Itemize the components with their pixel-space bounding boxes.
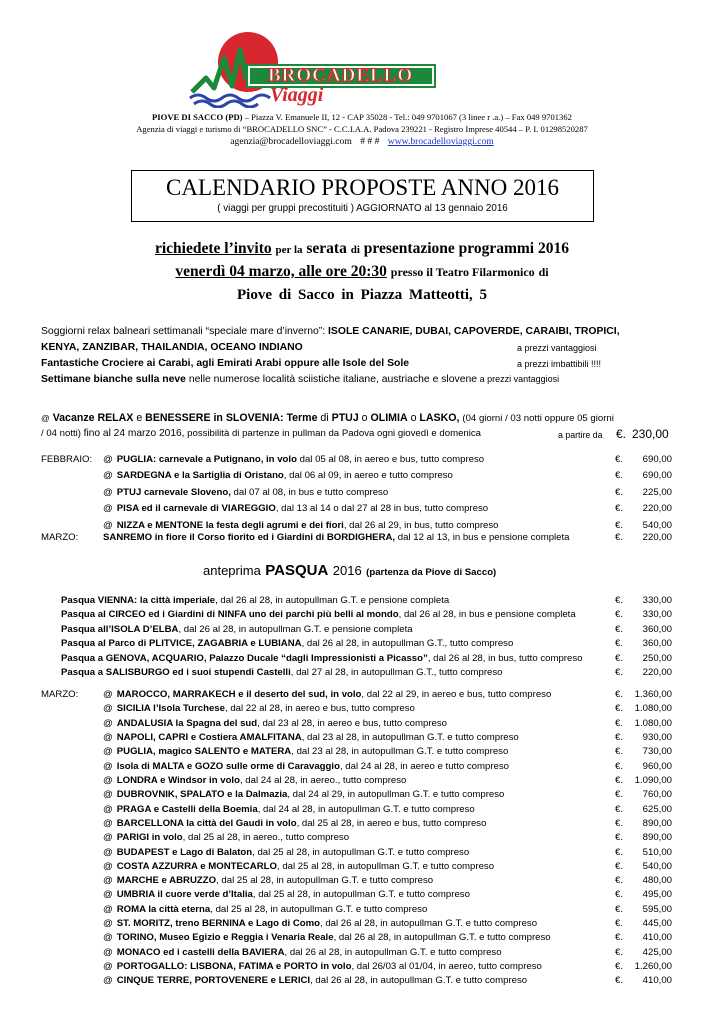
item-price: 410,00 (642, 932, 672, 944)
item-text (103, 874, 433, 887)
item-price: 1.260,00 (634, 961, 672, 973)
item-text (61, 594, 449, 607)
item-title: TORINO, Museo Egizio e Reggia i Venaria Reale (116, 932, 334, 944)
invite-small-3: di (538, 265, 549, 279)
item-price: 360,00 (642, 638, 672, 650)
list-item (0, 831, 724, 844)
euro-sign: €. (615, 519, 624, 531)
item-details: , dal 23 al 28, in aereo e bus, tutto compreso (257, 717, 447, 729)
at-icon: @ (103, 961, 113, 973)
item-price: 250,00 (642, 652, 672, 664)
item-price: 495,00 (642, 889, 672, 901)
at-icon: @ (103, 703, 113, 715)
item-price: 480,00 (642, 875, 672, 887)
item-price: 730,00 (642, 746, 672, 758)
at-icon: @ (41, 413, 50, 423)
list-item (0, 960, 724, 973)
item-details: , dal 24 al 28, in autopullman G.T. e tutto compreso (257, 803, 475, 815)
address-line (0, 112, 724, 122)
at-icon: @ (103, 803, 113, 815)
logo-brand-top: BROCADELLO (268, 65, 414, 86)
item-price: 890,00 (642, 817, 672, 829)
title-box (131, 170, 594, 222)
item-text (61, 623, 413, 636)
item-price: 690,00 (642, 454, 672, 465)
intro-line-3-note: a prezzi imbattibili !!!! (517, 359, 602, 369)
slovenia-di: di (320, 412, 329, 424)
list-item (0, 502, 724, 515)
list-item (0, 486, 724, 499)
invite-venue: presso il Teatro Filarmonico (390, 265, 535, 279)
mar1-rest: dal 12 al 13, in bus e pensione completa (395, 532, 570, 543)
item-title: BUDAPEST e Lago di Balaton (116, 846, 253, 858)
euro-sign: €. (615, 946, 624, 958)
at-icon: @ (103, 470, 113, 482)
intro-line-1 (41, 326, 620, 337)
intro-line-2-note: a prezzi vantaggiosi (517, 343, 597, 353)
page-subtitle: ( viaggi per gruppi precostituiti ) AGGIORNATO al 13 gennaio 2016 (217, 203, 508, 214)
item-details: , dal 22 al 29, in aereo e bus, tutto compreso (361, 689, 552, 700)
invite-line-3: Piove di Sacco in Piazza Matteotti, 5 (236, 287, 488, 303)
item-title: Pasqua a GENOVA, ACQUARIO, Palazzo Ducale “dagli Impressionisti a Picasso” (61, 652, 428, 664)
slovenia-o2: o (410, 412, 417, 424)
item-details: , dal 25 al 28, in aereo e bus, tutto compreso (296, 817, 487, 829)
item-title: NAPOLI, CAPRI e Costiera AMALFITANA (116, 731, 302, 743)
at-icon: @ (103, 903, 113, 915)
item-title: SICILIA l’Isola Turchese (116, 703, 225, 715)
item-price: 890,00 (642, 832, 672, 844)
item-details: , dal 22 al 28, in aereo e bus, tutto compreso (224, 703, 415, 715)
item-title: PTUJ carnevale Sloveno, (116, 486, 231, 498)
item-details: , dal 25 al 28, in autopullman G.T. e tutto compreso (277, 860, 495, 872)
item-price: 595,00 (642, 903, 672, 915)
item-details: , dal 26 al 28, in autopullman G.T. e tutto compreso (284, 946, 502, 958)
item-details: , dal 26/03 al 01/04, in aereo, tutto compreso (351, 961, 542, 973)
item-title: PRAGA e Castelli della Boemia (116, 803, 258, 815)
euro-sign: €. (615, 903, 624, 915)
item-details: , dal 24 al 28, in aereo., tutto compreso (239, 774, 407, 786)
item-details: , dal 27 al 28, in autopullman G.T., tutto compreso (290, 667, 503, 678)
website-link[interactable]: www.brocadelloviaggi.com (387, 136, 494, 147)
intro-line-2: KENYA, ZANZIBAR, THAILANDIA, OCEANO INDIANO (41, 342, 303, 353)
slovenia-departures: possibilità di partenze in pullman da Padova ogni giovedì e domenica (187, 428, 482, 439)
pasqua-heading (203, 562, 496, 580)
item-text (103, 688, 551, 701)
item-text (103, 931, 551, 944)
item-title: PARIGI in volo (116, 832, 183, 844)
separator: # # # (360, 136, 380, 147)
invite-serata: serata (306, 240, 347, 257)
item-title: Isola di MALTA e GOZO sulle orme di Caravaggio (116, 760, 340, 772)
item-title: MARCHE e ABRUZZO (116, 875, 217, 887)
item-title: UMBRIA il cuore verde d’Italia (116, 889, 253, 901)
at-icon: @ (103, 832, 113, 844)
list-item (0, 803, 724, 816)
list-item (0, 469, 724, 482)
slovenia-price: 230,00 (632, 427, 669, 441)
list-item (0, 717, 724, 730)
euro-sign: €. (615, 803, 624, 815)
euro-sign: €. (615, 832, 624, 844)
item-price: 220,00 (642, 503, 672, 515)
at-icon: @ (103, 454, 113, 465)
at-icon: @ (103, 860, 113, 872)
euro-sign: €. (615, 846, 624, 858)
item-title: DUBROVNIK, SPALATO e la Dalmazia (116, 789, 288, 801)
slovenia-e: e (136, 412, 143, 424)
at-icon: @ (103, 875, 113, 887)
item-title: PORTOGALLO: LISBONA, FATIMA e PORTO in volo (116, 961, 352, 973)
item-text (103, 453, 484, 466)
pasqua-departure: (partenza da Piove di Sacco) (366, 567, 497, 578)
euro-sign: €. (615, 667, 624, 678)
list-item (0, 788, 724, 801)
slovenia-lasko: LASKO, (419, 412, 460, 424)
item-title: Pasqua al CIRCEO ed i Giardini di NINFA uno dei parchi più belli al mondo (61, 609, 399, 621)
item-title: ST. MORITZ, treno BERNINA e Lago di Como (116, 918, 320, 930)
euro-sign: €. (615, 817, 624, 829)
list-item (0, 519, 724, 532)
item-price: 410,00 (642, 975, 672, 987)
item-text (103, 974, 527, 987)
at-icon: @ (103, 503, 113, 515)
item-text (61, 666, 502, 679)
list-item (0, 946, 724, 959)
mar1-row (0, 531, 724, 544)
at-icon: @ (103, 746, 113, 758)
item-price: 330,00 (642, 609, 672, 621)
item-title: LONDRA e Windsor in volo (116, 774, 240, 786)
list-item (0, 731, 724, 744)
item-title: ROMA la città eterna (116, 903, 211, 915)
invite-small-1: per la (275, 244, 303, 256)
item-text (103, 817, 486, 830)
item-price: 220,00 (642, 667, 672, 678)
item-text (103, 717, 447, 730)
item-details: , dal 23 al 28, in autopullman G.T. e tutto compreso (291, 746, 509, 758)
slovenia-durations: (04 giorni / 03 notti oppure 05 giorni (462, 413, 614, 424)
list-item (0, 453, 724, 466)
euro-sign: €. (615, 703, 624, 715)
intro-prezzi: a prezzi vantaggiosi (477, 374, 560, 384)
contact-line (0, 136, 724, 147)
item-title: BARCELLONA la città del Gaudi in volo (116, 817, 297, 829)
list-item (0, 817, 724, 830)
at-icon: @ (103, 760, 113, 772)
item-details: , dal 26 al 28, in autopullman G.T. e pensione completa (178, 623, 413, 635)
feb-label: FEBBRAIO: (41, 454, 93, 465)
item-title: MAROCCO, MARRAKECH e il deserto del sud, in volo (116, 689, 362, 700)
item-text (103, 702, 415, 715)
item-price: 445,00 (642, 918, 672, 930)
at-icon: @ (103, 975, 113, 987)
invite-date: venerdì 04 marzo, alle ore 20:30 (175, 263, 387, 280)
brocadello-logo (186, 28, 456, 108)
at-icon: @ (103, 946, 113, 958)
euro-sign: €. (615, 774, 624, 786)
slovenia-olimia: OLIMIA (370, 412, 408, 424)
item-text (103, 469, 453, 482)
mar2-label: MARZO: (41, 689, 79, 700)
euro-sign: €. (615, 932, 624, 944)
slovenia-euro: €. (616, 427, 627, 441)
page-title: CALENDARIO PROPOSTE ANNO 2016 (166, 175, 559, 200)
item-title: PUGLIA: carnevale a Putignano, in volo (116, 454, 297, 465)
item-text (61, 608, 576, 621)
at-icon: @ (103, 918, 113, 930)
item-details: , dal 25 al 28, in autopullman G.T. e tutto compreso (210, 903, 428, 915)
slovenia-notti: / 04 notti) (41, 428, 81, 439)
intro-settimane: Settimane bianche sulla neve (41, 374, 186, 385)
place-name: PIOVE DI SACCO (PD) (152, 112, 243, 122)
item-details: , dal 24 al 28, in aereo e tutto compreso (339, 760, 509, 772)
euro-sign: €. (615, 746, 624, 758)
item-details: , dal 25 al 28, in autopullman G.T. e tutto compreso (216, 875, 434, 887)
item-details: , dal 26 al 28, in autopullman G.T. e pensione completa (215, 595, 450, 606)
euro-sign: €. (615, 875, 624, 887)
at-icon: @ (103, 789, 113, 801)
mar1-label: MARZO: (41, 532, 79, 543)
invite-request: richiedete l’invito (154, 240, 272, 257)
slovenia-relax: Vacanze RELAX (52, 412, 134, 424)
euro-sign: €. (615, 638, 624, 650)
item-text (103, 917, 537, 930)
list-item (0, 888, 724, 901)
euro-sign: €. (615, 486, 624, 498)
list-item (0, 702, 724, 715)
item-details: , dal 25 al 28, in aereo., tutto compreso (182, 832, 350, 844)
item-details: , dal 13 al 14 o dal 27 al 28 in bus, tutto compreso (275, 503, 489, 515)
mar1-bold: SANREMO in fiore il Corso fiorito ed i Giardini di BORDIGHERA, (103, 532, 396, 543)
euro-sign: €. (615, 689, 624, 700)
item-title: NIZZA e MENTONE la festa degli agrumi e dei fiori (116, 519, 344, 531)
item-price: 425,00 (642, 946, 672, 958)
intro-localita: nelle numerose località sciistiche italiane, austriache e slovene (185, 374, 478, 385)
item-price: 930,00 (642, 731, 672, 743)
item-text (103, 860, 494, 873)
item-price: 360,00 (642, 623, 672, 635)
item-details: , dal 25 al 28, in autopullman G.T. e tutto compreso (252, 889, 470, 901)
item-text (103, 846, 469, 859)
invite-line-2 (0, 263, 724, 281)
item-details: , dal 26 al 28, in bus e pensione completa (398, 609, 576, 621)
pasqua-anteprima: anteprima (203, 563, 261, 578)
item-details: , dal 26 al 28, in autopullman G.T. e tutto compreso (320, 918, 538, 930)
list-item (0, 917, 724, 930)
at-icon: @ (103, 774, 113, 786)
item-title: PISA ed il carnevale di VIAREGGIO (116, 503, 276, 515)
item-details: , dal 24 al 29, in autopullman G.T. e tutto compreso (287, 789, 505, 801)
at-icon: @ (103, 486, 113, 498)
item-price: 225,00 (642, 486, 672, 498)
slovenia-offer-line-1 (41, 412, 614, 424)
logo-brand-bottom: Viaggi (270, 84, 324, 106)
at-icon: @ (103, 889, 113, 901)
item-text (103, 774, 406, 787)
euro-sign: €. (615, 717, 624, 729)
list-item (0, 760, 724, 773)
at-icon: @ (103, 717, 113, 729)
item-details: dal 07 al 08, in bus e tutto compreso (230, 486, 389, 498)
euro-sign: €. (615, 731, 624, 743)
item-title: ANDALUSIA la Spagna del sud (116, 717, 258, 729)
slovenia-from: a partire da (558, 430, 603, 440)
item-text (103, 888, 470, 901)
item-text (103, 803, 475, 816)
slovenia-until: fino al 24 marzo 2016, (83, 428, 185, 439)
item-price: 1.090,00 (634, 774, 672, 786)
at-icon: @ (103, 932, 113, 944)
euro-sign: €. (615, 961, 624, 973)
invite-presentazione: presentazione programmi 2016 (363, 240, 569, 257)
euro-sign: €. (615, 623, 624, 635)
invite-line-1 (0, 240, 724, 258)
item-text (103, 519, 499, 532)
list-item (0, 745, 724, 758)
item-text (61, 652, 582, 665)
item-price: 1.080,00 (634, 703, 672, 715)
euro-sign: €. (615, 595, 624, 606)
list-item (0, 637, 724, 650)
list-item (0, 688, 724, 701)
slovenia-ptuj: PTUJ (331, 412, 359, 424)
euro-sign: €. (615, 975, 624, 987)
address-contacts: – Piazza V. Emanuele II, 12 - CAP 35028 - Tel.: 049 9701067 (3 linee r .a.) – Fax 049 9701362 (244, 112, 572, 122)
list-item (0, 608, 724, 621)
item-price: 760,00 (642, 789, 672, 801)
mar1-price: 220,00 (642, 532, 672, 543)
list-item (0, 931, 724, 944)
euro-sign: €. (615, 503, 624, 515)
item-text (103, 731, 519, 744)
item-text (103, 760, 509, 773)
item-title: SARDEGNA e la Sartiglia di Oristano (116, 470, 284, 482)
item-title: MONACO ed i castelli della BAVIERA (116, 946, 285, 958)
item-details: , dal 06 al 09, in aereo e tutto compreso (283, 470, 453, 482)
item-price: 330,00 (642, 595, 672, 606)
list-item (0, 974, 724, 987)
item-title: Pasqua all’ISOLA D’ELBA (61, 623, 179, 635)
item-price: 1.080,00 (634, 717, 672, 729)
item-price: 625,00 (642, 803, 672, 815)
item-text (103, 903, 427, 916)
item-title: Pasqua VIENNA: la città imperiale (61, 595, 216, 606)
item-title: CINQUE TERRE, PORTOVENERE e LERICI (116, 975, 311, 987)
intro-text: Soggiorni relax balneari settimanali “speciale mare d’inverno”: (41, 326, 329, 337)
at-icon: @ (103, 817, 113, 829)
pasqua-word: PASQUA (265, 562, 329, 579)
item-details: , dal 26 al 28, in autopullman G.T., tutto compreso (301, 638, 514, 650)
invite-small-2: di (350, 244, 360, 256)
at-icon: @ (103, 689, 113, 700)
item-price: 510,00 (642, 846, 672, 858)
item-details: , dal 26 al 29, in bus, tutto compreso (343, 519, 499, 531)
item-text (103, 502, 488, 515)
item-title: PUGLIA, magico SALENTO e MATERA (116, 746, 292, 758)
item-text (103, 788, 504, 801)
list-item (0, 903, 724, 916)
slovenia-o1: o (361, 412, 368, 424)
item-price: 690,00 (642, 470, 672, 482)
euro-sign: €. (615, 918, 624, 930)
list-item (0, 652, 724, 665)
list-item (0, 846, 724, 859)
intro-line-4 (41, 374, 559, 385)
item-details: , dal 26 al 28, in bus, tutto compreso (427, 652, 583, 664)
item-title: Pasqua al Parco di PLITVICE, ZAGABRIA e LUBIANA (61, 638, 302, 650)
item-text (103, 831, 349, 844)
item-title: COSTA AZZURRA e MONTECARLO (116, 860, 277, 872)
item-text (61, 637, 513, 650)
item-price: 540,00 (642, 519, 672, 531)
at-icon: @ (103, 519, 113, 531)
intro-destinations: ISOLE CANARIE, DUBAI, CAPOVERDE, CARAIBI, TROPICI, (328, 326, 620, 337)
euro-sign: €. (615, 454, 624, 465)
list-item (0, 774, 724, 787)
item-title: Pasqua a SALISBURGO ed i suoi stupendi Castelli (61, 667, 291, 678)
list-item (0, 666, 724, 679)
item-price: 1.360,00 (634, 689, 672, 700)
item-text (103, 486, 388, 499)
item-details: , dal 23 al 28, in autopullman G.T. e tutto compreso (301, 731, 519, 743)
list-item (0, 594, 724, 607)
email-address[interactable]: agenzia@brocadelloviaggi.com (230, 136, 352, 147)
euro-sign: €. (615, 760, 624, 772)
list-item (0, 623, 724, 636)
euro-sign: €. (615, 860, 624, 872)
mar1-euro: €. (615, 532, 624, 543)
item-price: 960,00 (642, 760, 672, 772)
item-details: , dal 26 al 28, in autopullman G.T. e tutto compreso (310, 975, 528, 987)
euro-sign: €. (615, 609, 624, 621)
item-details: dal 05 al 08, in aereo e bus, tutto compreso (296, 454, 485, 465)
euro-sign: €. (615, 789, 624, 801)
item-text (103, 946, 502, 959)
euro-sign: €. (615, 652, 624, 664)
pasqua-year: 2016 (332, 563, 362, 578)
mar1-text (103, 531, 570, 544)
item-price: 540,00 (642, 860, 672, 872)
item-details: , dal 25 al 28, in autopullman G.T. e tutto compreso (252, 846, 470, 858)
euro-sign: €. (615, 470, 624, 482)
item-details: , dal 26 al 28, in autopullman G.T. e tutto compreso (333, 932, 551, 944)
agency-registry-line: Agenzia di viaggi e turismo di “BROCADELLO SNC” - C.C.I.A.A. Padova 239221 - Registro Imprese 40544 – P. I. 01298520287 (136, 124, 588, 134)
at-icon: @ (103, 846, 113, 858)
at-icon: @ (103, 731, 113, 743)
item-text (103, 745, 508, 758)
euro-sign: €. (615, 889, 624, 901)
list-item (0, 874, 724, 887)
slovenia-offer-line-2 (41, 428, 481, 439)
list-item (0, 860, 724, 873)
intro-line-3: Fantastiche Crociere ai Carabi, agli Emirati Arabi oppure alle Isole del Sole (41, 358, 410, 369)
item-text (103, 960, 542, 973)
slovenia-terme: BENESSERE in SLOVENIA: Terme (145, 412, 318, 424)
